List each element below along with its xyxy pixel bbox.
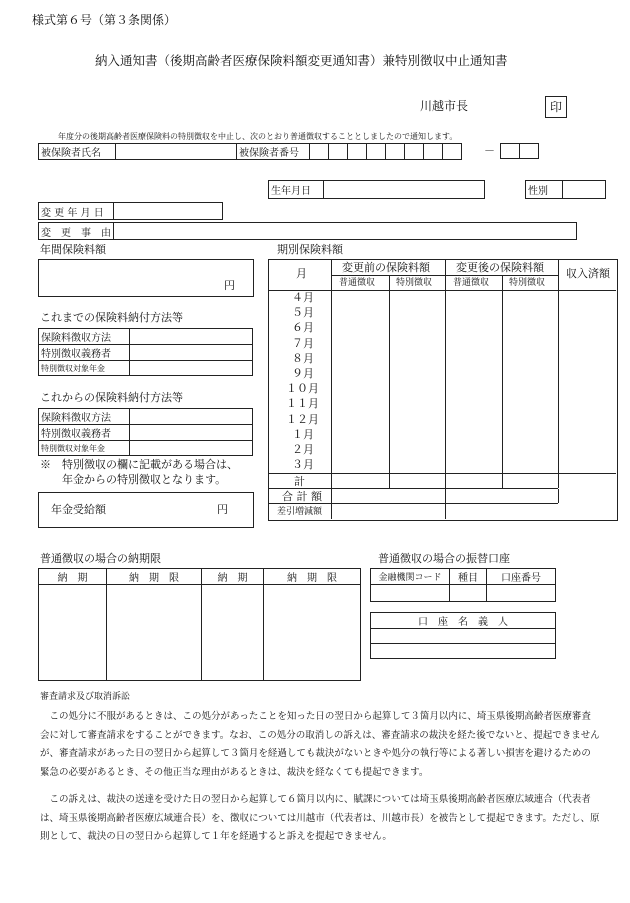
month-label: ７月 bbox=[292, 336, 314, 350]
month-label: ５月 bbox=[292, 306, 314, 320]
month-label: ３月 bbox=[292, 458, 314, 472]
month-label: １０月 bbox=[286, 382, 319, 396]
month-label: ９月 bbox=[292, 367, 314, 380]
total-label: 合 計 額 bbox=[282, 490, 322, 503]
appeal-paragraph-1: この処分に不服があるときは、この処分があったことを知った日の翌日から起算して３箇月以内に、埼玉県後期高齢者医療審査会に対して審査請求をすることができます。なお、この処分の取消しの訴えは、審査請求の裁決を経た後でないと、提起できませんが、審査請求があった日の翌日から起算して３箇月を経過しても裁決がないときや処分の執行等による著しい損害を避けるための緊急の必要があるとき、その他正当な理由があるときは、裁決を経なくても提起できます。 bbox=[40, 711, 600, 778]
appeal-title: 審査請求及び取消訴訟 bbox=[40, 692, 131, 702]
next-method-row-label: 保険料徴収方法 bbox=[39, 409, 130, 425]
number-digit[interactable] bbox=[424, 144, 443, 160]
deadline-header: 納 期 bbox=[39, 569, 107, 585]
next-method-value[interactable] bbox=[130, 441, 253, 456]
next-method-row-label: 特別徴収対象年金 bbox=[39, 441, 130, 456]
seal-box bbox=[545, 96, 567, 118]
after-header: 変更後の保険料額 bbox=[456, 261, 544, 274]
pension-box[interactable] bbox=[38, 492, 254, 528]
issuer: 川越市長 bbox=[420, 99, 469, 113]
number-digit[interactable] bbox=[386, 144, 405, 160]
number-suffix bbox=[500, 143, 539, 159]
next-method-value[interactable] bbox=[130, 425, 253, 441]
after-special-header: 特別徴収 bbox=[509, 278, 546, 288]
insured-number-label: 被保険者番号 bbox=[237, 144, 310, 160]
transfer-header: 金融機関コード bbox=[371, 569, 450, 585]
note-line-1: ※ 特別徴収の欄に記載がある場合は、 bbox=[40, 458, 238, 471]
month-label: １１月 bbox=[286, 397, 319, 411]
birth-gender-row bbox=[268, 180, 606, 199]
number-digit[interactable] bbox=[329, 144, 348, 160]
transfer-cell[interactable] bbox=[487, 585, 556, 602]
note-line-2: 年金からの特別徴収となります。 bbox=[62, 473, 227, 486]
prev-method-title: これまでの保険料納付方法等 bbox=[40, 311, 183, 324]
prev-method-value[interactable] bbox=[130, 361, 253, 376]
prev-method-value[interactable] bbox=[130, 329, 253, 345]
after-normal-header: 普通徴収 bbox=[453, 278, 490, 288]
month-label: １２月 bbox=[286, 412, 319, 426]
prev-method-row-label: 特別徴収対象年金 bbox=[39, 361, 130, 376]
insured-name-label: 被保険者氏名 bbox=[39, 144, 116, 160]
page-title: 納入通知書（後期高齢者医療保険料額変更通知書）兼特別徴収中止通知書 bbox=[95, 53, 508, 68]
holder-cell[interactable] bbox=[371, 629, 556, 644]
seal-text: 印 bbox=[549, 100, 562, 114]
transfer-table bbox=[370, 568, 556, 602]
number-digit[interactable] bbox=[405, 144, 424, 160]
month-label: ２月 bbox=[292, 443, 314, 456]
annual-unit: 円 bbox=[224, 279, 235, 293]
transfer-cell[interactable] bbox=[371, 585, 450, 602]
deadline-header: 納 期 bbox=[202, 569, 264, 585]
prev-method-value[interactable] bbox=[130, 345, 253, 361]
month-label: ８月 bbox=[292, 351, 314, 365]
holder-header: 口 座 名 義 人 bbox=[371, 613, 556, 629]
before-header: 変更前の保険料額 bbox=[342, 261, 430, 274]
insured-name-field[interactable] bbox=[116, 144, 237, 160]
prev-method-table bbox=[38, 328, 253, 376]
holder-table bbox=[370, 612, 556, 659]
number-digit[interactable] bbox=[367, 144, 386, 160]
transfer-cell[interactable] bbox=[450, 585, 487, 602]
change-reason-field[interactable] bbox=[114, 223, 577, 240]
pension-label: 年金受給額 bbox=[51, 503, 106, 516]
deadline-cell[interactable] bbox=[264, 585, 361, 681]
number-digit[interactable] bbox=[443, 144, 462, 160]
month-label: ４月 bbox=[292, 291, 314, 304]
diff-label: 差引増減額 bbox=[277, 507, 323, 517]
deadline-table bbox=[38, 568, 361, 681]
next-method-row-label: 特別徴収義務者 bbox=[39, 425, 130, 441]
deadline-cell[interactable] bbox=[107, 585, 202, 681]
change-date-field[interactable] bbox=[114, 203, 223, 220]
annual-label: 年間保険料額 bbox=[40, 243, 106, 256]
gender-label: 性別 bbox=[526, 181, 563, 199]
birth-label: 生年月日 bbox=[269, 181, 324, 199]
transfer-header: 口座番号 bbox=[487, 569, 556, 585]
prev-method-row-label: 特別徴収義務者 bbox=[39, 345, 130, 361]
number-digit[interactable] bbox=[520, 144, 539, 159]
month-label: １月 bbox=[292, 427, 314, 441]
before-normal-header: 普通徴収 bbox=[339, 278, 376, 288]
change-date-label: 変 更 年 月 日 bbox=[39, 203, 114, 220]
period-table bbox=[268, 259, 618, 521]
form-number: 様式第６号（第３条関係） bbox=[32, 13, 177, 27]
number-digit[interactable] bbox=[348, 144, 367, 160]
subtotal-label: 計 bbox=[294, 475, 305, 488]
deadline-cell[interactable] bbox=[202, 585, 264, 681]
transfer-title: 普通徴収の場合の振替口座 bbox=[378, 552, 510, 565]
deadline-cell[interactable] bbox=[39, 585, 107, 681]
deadline-header: 納 期 限 bbox=[264, 569, 361, 585]
appeal-paragraph-2: この訴えは、裁決の送達を受けた日の翌日から起算して６箇月以内に、賦課については埼玉県後期高齢者医療広域連合（代表者は、埼玉県後期高齢者医療広域連合長）を、徴収については川越市（代表者は、川越市長）を被告として提起できます。ただし、原則として、裁決の日の翌日から起算して１年を経過すると訴えを提起できません。 bbox=[40, 794, 600, 842]
notice-text: 年度分の後期高齢者医療保険料の特別徴収を中止し、次のとおり普通徴収することとしましたので通知します。 bbox=[58, 132, 458, 141]
holder-cell[interactable] bbox=[371, 644, 556, 659]
gender-field[interactable] bbox=[563, 181, 606, 199]
birth-field[interactable] bbox=[324, 181, 485, 199]
period-title: 期別保険料額 bbox=[277, 243, 343, 256]
received-header: 収入済額 bbox=[566, 267, 610, 280]
change-reason-row bbox=[38, 222, 577, 240]
next-method-table bbox=[38, 408, 253, 456]
next-method-value[interactable] bbox=[130, 409, 253, 425]
deadline-header: 納 期 限 bbox=[107, 569, 202, 585]
change-reason-label: 変 更 事 由 bbox=[39, 223, 114, 240]
month-header: 月 bbox=[296, 267, 307, 280]
annual-box[interactable] bbox=[38, 259, 254, 297]
next-method-title: これからの保険料納付方法等 bbox=[40, 391, 183, 404]
number-dash: － bbox=[484, 144, 495, 157]
transfer-header: 種目 bbox=[450, 569, 487, 585]
prev-method-row-label: 保険料徴収方法 bbox=[39, 329, 130, 345]
deadline-title: 普通徴収の場合の納期限 bbox=[40, 552, 161, 565]
number-digit[interactable] bbox=[310, 144, 329, 160]
number-digit[interactable] bbox=[501, 144, 520, 159]
pension-unit: 円 bbox=[217, 503, 228, 516]
insured-row bbox=[38, 143, 462, 160]
change-date-row bbox=[38, 202, 223, 220]
month-label: ６月 bbox=[292, 321, 314, 335]
before-special-header: 特別徴収 bbox=[396, 278, 433, 288]
